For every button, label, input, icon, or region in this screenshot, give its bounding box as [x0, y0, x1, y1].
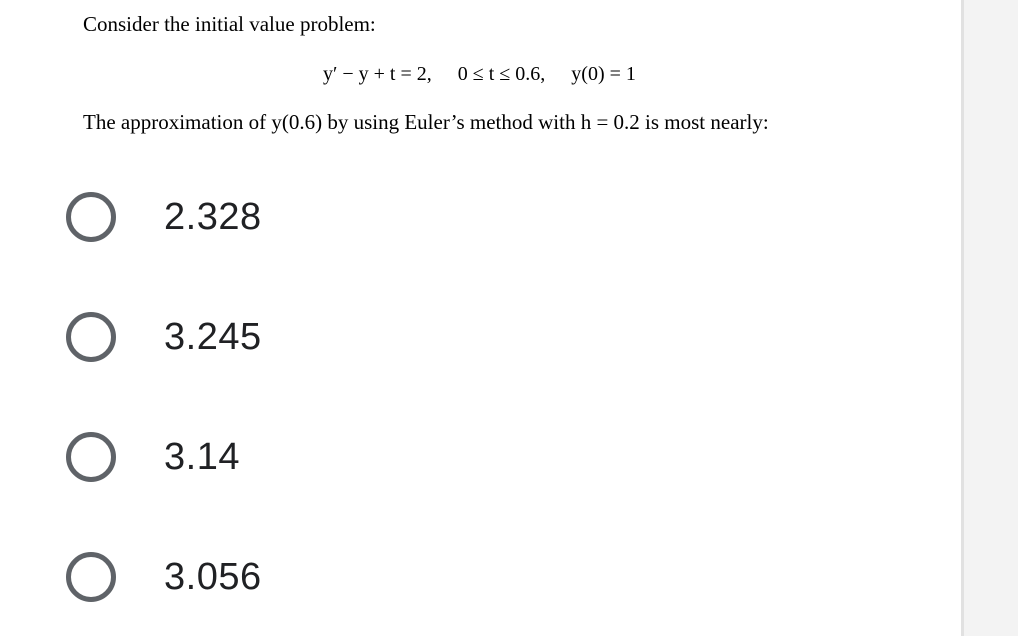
- equation-ode: y′ − y + t = 2,: [323, 63, 432, 85]
- answer-option-3[interactable]: [66, 425, 240, 489]
- question-text: The approximation of y(0.6) by using Euler’s method with h = 0.2 is most nearly:: [83, 110, 769, 134]
- answer-option-label: 3.056: [164, 555, 262, 598]
- side-panel: [961, 0, 1018, 636]
- radio-button[interactable]: [66, 552, 116, 602]
- answer-option-2[interactable]: [66, 305, 262, 369]
- radio-button[interactable]: [66, 312, 116, 362]
- question-intro: Consider the initial value problem:: [83, 12, 376, 36]
- answer-option-label: 3.245: [164, 315, 262, 358]
- radio-button[interactable]: [66, 192, 116, 242]
- radio-button[interactable]: [66, 432, 116, 482]
- answer-option-label: 3.14: [164, 435, 240, 478]
- answer-option-label: 2.328: [164, 195, 262, 238]
- equation-interval: 0 ≤ t ≤ 0.6,: [457, 63, 546, 85]
- equation-initial-condition: y(0) = 1: [571, 63, 636, 85]
- answer-option-4[interactable]: [66, 545, 262, 609]
- question-equation: [323, 60, 636, 88]
- answer-option-1[interactable]: [66, 185, 262, 249]
